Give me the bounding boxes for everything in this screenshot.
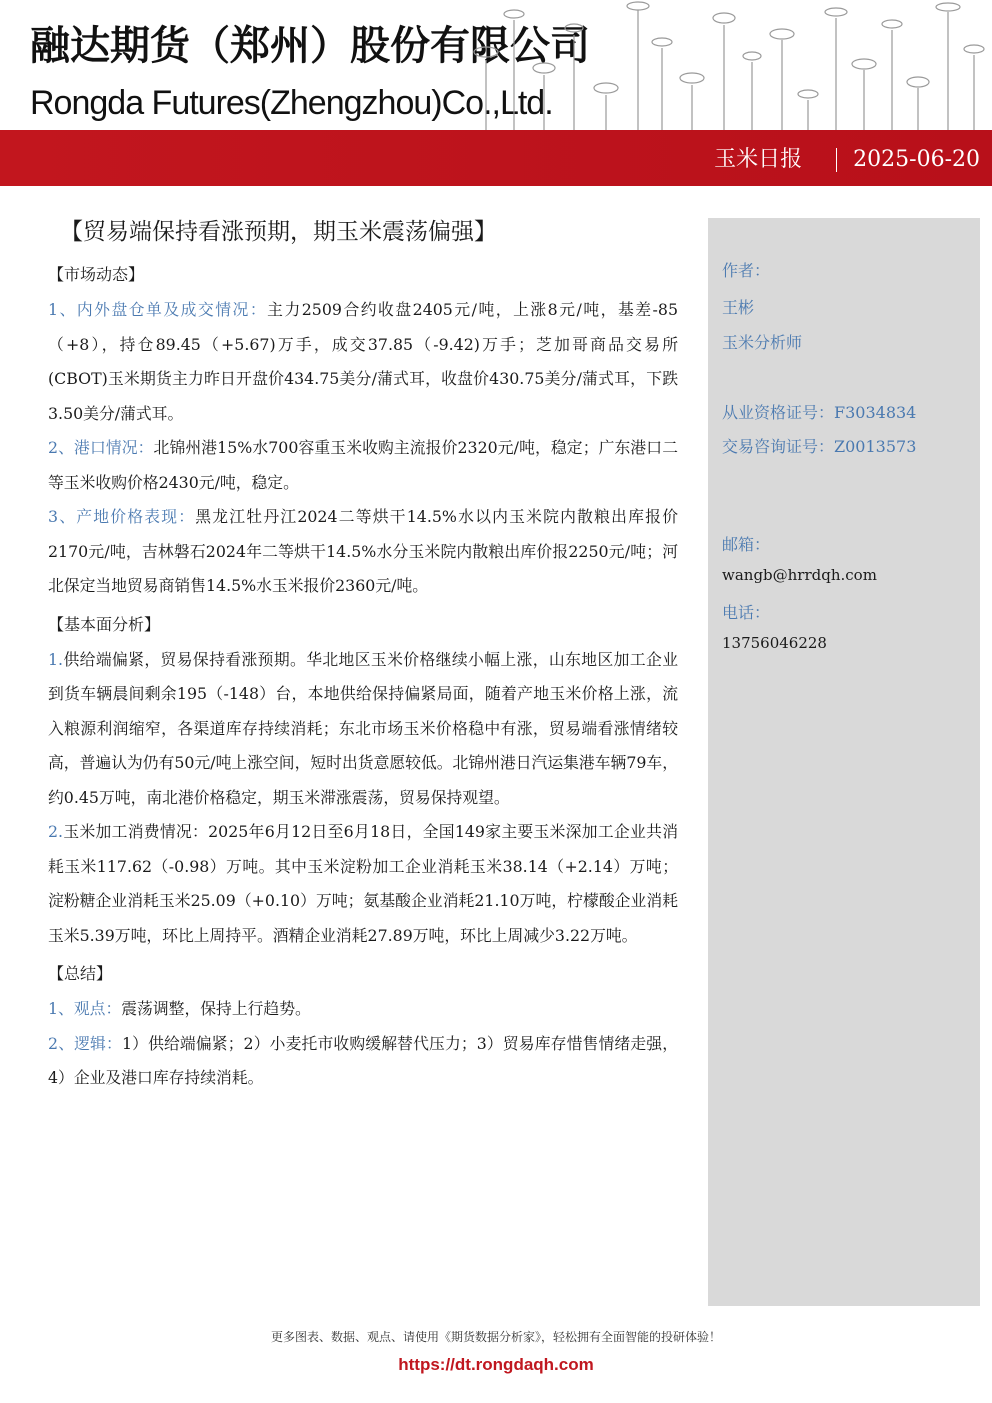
summary-item-label: 1、观点： <box>48 999 122 1018</box>
fundamental-item-text: 玉米加工消费情况：2025年6月12日至6月18日，全国149家主要玉米深加工企业共消耗玉米117.62（-0.98）万吨。其中玉米淀粉加工企业消耗玉米38.14（+2.14）万吨；淀粉糖企业消耗玉米25.09（+0.10）万吨；氨基酸企业消耗21.10万吨，柠檬酸企业消耗玉米5.39万吨，环比上周持平。酒精企业消耗27.89万吨，环比上周减少3.22万吨。 <box>48 822 678 945</box>
market-item-label: 1、内外盘仓单及成交情况： <box>48 300 268 319</box>
fundamental-item <box>48 815 678 953</box>
market-item <box>48 500 678 604</box>
fundamental-item-label: 2. <box>48 822 64 841</box>
author-name: 王彬 <box>722 298 755 317</box>
section-title-fundamental: 【基本面分析】 <box>48 614 161 634</box>
phone-label: 电话： <box>722 603 771 622</box>
main-content <box>48 205 678 1096</box>
summary-item-text: 震荡调整，保持上行趋势。 <box>121 999 311 1018</box>
report-date: 2025-06-20 <box>853 147 980 172</box>
header-decoration-graphic <box>456 0 992 130</box>
report-header <box>0 0 992 130</box>
market-item <box>48 293 678 431</box>
section-title-summary: 【总结】 <box>48 964 113 983</box>
market-item-text: 黑龙江牡丹江2024二等烘干14.5%水以内玉米院内散粮出库报价2170元/吨，吉林磐石2024年二等烘干14.5%水分玉米院内散粮出库价报2250元/吨；河北保定当地贸易商销售14.5%水玉米报价2360元/吨。 <box>48 507 678 595</box>
band-separator <box>836 148 837 172</box>
footer-note: 更多图表、数据、观点、请使用《期货数据分析家》，轻松拥有全面智能的投研体验！ <box>270 1330 721 1344</box>
fundamental-item <box>48 643 678 816</box>
consulting-cert: 交易咨询证号：Z0013573 <box>722 437 917 456</box>
summary-item-label: 2、逻辑： <box>48 1033 122 1053</box>
market-item-text: 主力2509合约收盘2405元/吨，上涨8元/吨，基差-85（+8），持仓89.45（+5.67)万手，成交37.85（-9.42)万手；芝加哥商品交易所(CBOT)玉米期货主力昨日开盘价434.75美分/蒲式耳，收盘价430.75美分/蒲式耳，下跌3.50美分/蒲式耳。 <box>48 300 678 423</box>
phone-value: 13756046228 <box>722 634 827 652</box>
qualification-cert: 从业资格证号：F3034834 <box>722 403 917 422</box>
author-label: 作者： <box>722 261 771 280</box>
report-headline: 【贸易端保持看涨预期，期玉米震荡偏强】 <box>60 219 497 245</box>
band-text <box>714 142 980 173</box>
author-sidebar <box>708 218 980 1306</box>
footer-link[interactable]: https://dt.rongdaqh.com <box>398 1355 594 1374</box>
email-label: 邮箱： <box>722 535 771 554</box>
section-title-market: 【市场动态】 <box>48 265 145 284</box>
email-value: wangb@hrrdqh.com <box>722 566 877 584</box>
summary-item <box>48 992 678 1027</box>
market-item-text: 北锦州港15%水700容重玉米收购主流报价2320元/吨，稳定；广东港口二等玉米收购价格2430元/吨，稳定。 <box>48 438 678 492</box>
summary-item <box>48 1027 678 1096</box>
report-type: 玉米日报 <box>714 147 803 172</box>
market-item <box>48 431 678 500</box>
market-item-label: 3、产地价格表现： <box>48 507 196 526</box>
fundamental-item-text: 供给端偏紧，贸易保持看涨预期。华北地区玉米价格继续小幅上涨，山东地区加工企业到货车辆晨间剩余195（-148）台，本地供给保持偏紧局面，随着产地玉米价格上涨，流入粮源利润缩窄，各渠道库存持续消耗；东北市场玉米价格稳中有涨，贸易端看涨情绪较高，普遍认为仍有50元/吨上涨空间，短时出货意愿较低。北锦州港日汽运集港车辆79车，约0.45万吨，南北港价格稳定，期玉米滞涨震荡，贸易保持观望。 <box>48 649 679 807</box>
market-item-label: 2、港口情况： <box>48 438 154 457</box>
summary-item-text: 1）供给端偏紧；2）小麦托市收购缓解替代压力；3）贸易库存惜售情绪走强，4）企业及港口库存持续消耗。 <box>48 1033 678 1087</box>
title-band <box>0 130 992 186</box>
company-name-cn: 融达期货（郑州）股份有限公司 <box>30 23 590 69</box>
author-title: 玉米分析师 <box>722 333 803 352</box>
company-name-en: Rongda Futures(Zhengzhou)Co.,Ltd. <box>30 84 553 122</box>
fundamental-item-label: 1. <box>48 649 64 669</box>
